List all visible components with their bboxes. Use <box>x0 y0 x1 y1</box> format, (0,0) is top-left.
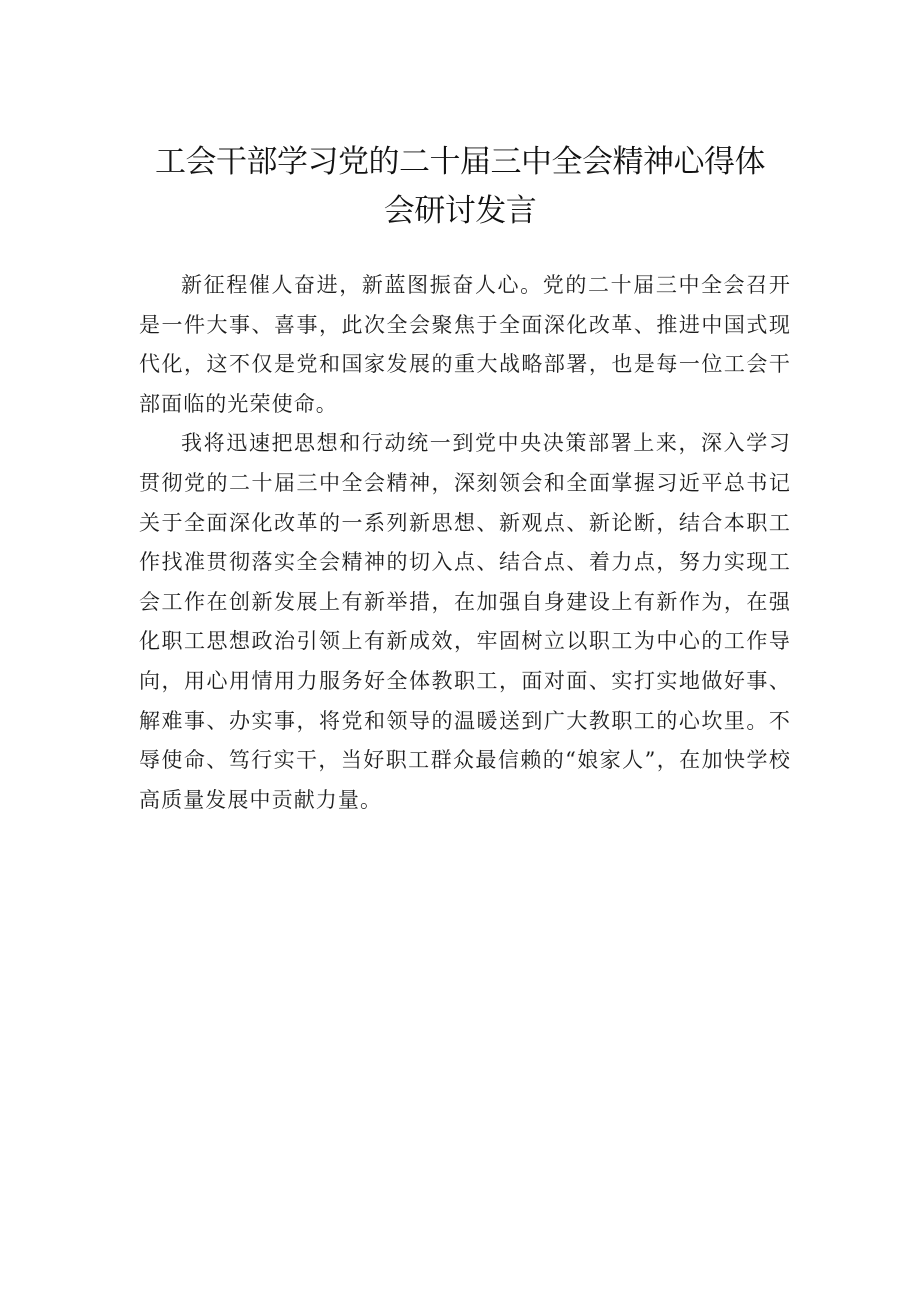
document-title-line-1: 工会干部学习党的二十届三中全会精神心得体 <box>155 144 765 180</box>
paragraph-1: 新征程催人奋进，新蓝图振奋人心。党的二十届三中全会召开是一件大事、喜事，此次全会聚焦于全面深化改革、推进中国式现代化，这不仅是党和国家发展的重大战略部署，也是每一位工会干部面临的光荣使命。 <box>139 273 791 416</box>
paragraph-2: 我将迅速把思想和行动统一到党中央决策部署上来，深入学习贯彻党的二十届三中全会精神，深刻领会和全面掌握习近平总书记关于全面深化改革的一系列新思想、新观点、新论断，结合本职工作找准贯彻落实全会精神的切入点、结合点、着力点，努力实现工会工作在创新发展上有新举措，在加强自身建设上有新作为，在强化职工思想政治引领上有新成效，牢固树立以职工为中心的工作导向，用心用情用力服务好全体教职工，面对面、实打实地做好事、解难事、办实事，将党和领导的温暖送到广大教职工的心坎里。不辱使命、笃行实干，当好职工群众最信赖的“娘家人”，在加快学校高质量发展中贡献力量。 <box>139 431 792 812</box>
document-title-line-2: 会研讨发言 <box>383 193 537 229</box>
document-body <box>139 266 791 820</box>
document-title <box>130 138 790 236</box>
